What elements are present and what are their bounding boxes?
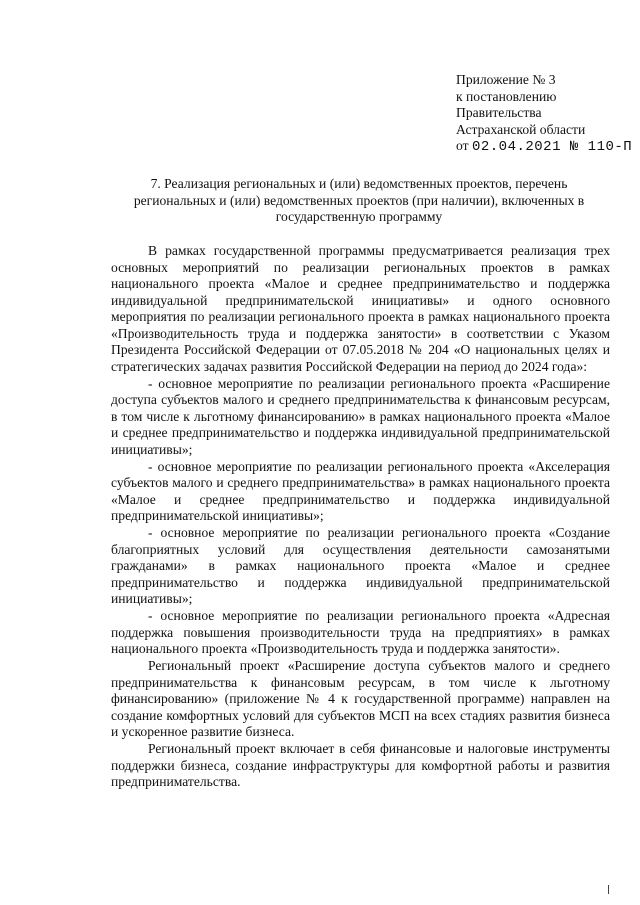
appendix-block (456, 72, 636, 156)
paragraph: - основное мероприятие по реализации регионального проекта «Расширение доступа субъектов малого и среднего предпринимательства к финансовым ресурсам, в том числе к льготному финансированию» в рамках национального проекта «Малое и среднее предпринимательство и поддержка индивидуальной предпринимательской инициативы»; (111, 375, 610, 457)
appendix-number: Приложение № 3 (456, 72, 556, 87)
paragraph: - основное мероприятие по реализации регионального проекта «Акселерация субъектов малого и среднего предпринимательства» в рамках национального проекта «Малое и среднее предпринимательство и поддержка индивидуальной предпринимательской инициативы»; (111, 458, 610, 523)
appendix-region: Астраханской области (456, 121, 586, 137)
scan-mark (608, 885, 609, 894)
paragraph: Региональный проект включает в себя финансовые и налоговые инструменты поддержки бизнеса, создание инфраструктуры для комфортной работы и развития предпринимательства. (111, 741, 610, 789)
appendix-ref: к постановлению (456, 88, 557, 104)
body-text (111, 243, 610, 791)
paragraph: В рамках государственной программы предусматривается реализация трех основных мероприятий по реализации региональных проектов в рамках национального проекта «Малое и среднее предпринимательство и поддержка индивидуальной предпринимательской инициативы» и одного основного мероприятия по реализации регионального проекта в рамках национального проекта «Производительность труда и поддержка занятости» в соответствии с Указом Президента Российской Федерации от 07.05.2018 № 204 «О национальных целях и стратегических задачах развития Российской Федерации на период до 2024 года»: (111, 243, 610, 374)
paragraph: - основное мероприятие по реализации регионального проекта «Создание благоприятных условий для осуществления деятельности самозанятыми гражданами» в рамках национального проекта «Малое и среднее предпринимательство и поддержка индивидуальной предпринимательской инициативы»; (111, 525, 610, 606)
appendix-date-stamp: 02.04.2021 № 110-П (471, 139, 633, 155)
appendix-government: Правительства (456, 105, 542, 120)
section-heading: 7. Реализация региональных и (или) ведомственных проектов, перечень региональных и (или) ведомственных проектов (при наличии), включенных в государственную программу (133, 176, 585, 224)
paragraph: - основное мероприятие по реализации регионального проекта «Адресная поддержка повышения производительности труда на предприятиях» в рамках национального проекта «Производительность труда и поддержка занятости». (111, 608, 610, 656)
appendix-date-line (456, 138, 636, 156)
paragraph: Региональный проект «Расширение доступа субъектов малого и среднего предпринимательства к финансовым ресурсам, в том числе к льготному финансированию» (приложение № 4 к государственной программе) направлен на создание комфортных условий для субъектов МСП на всех стадиях развития бизнеса и ускоренное развитие бизнеса. (111, 658, 610, 739)
appendix-date-prefix: от (456, 138, 469, 153)
